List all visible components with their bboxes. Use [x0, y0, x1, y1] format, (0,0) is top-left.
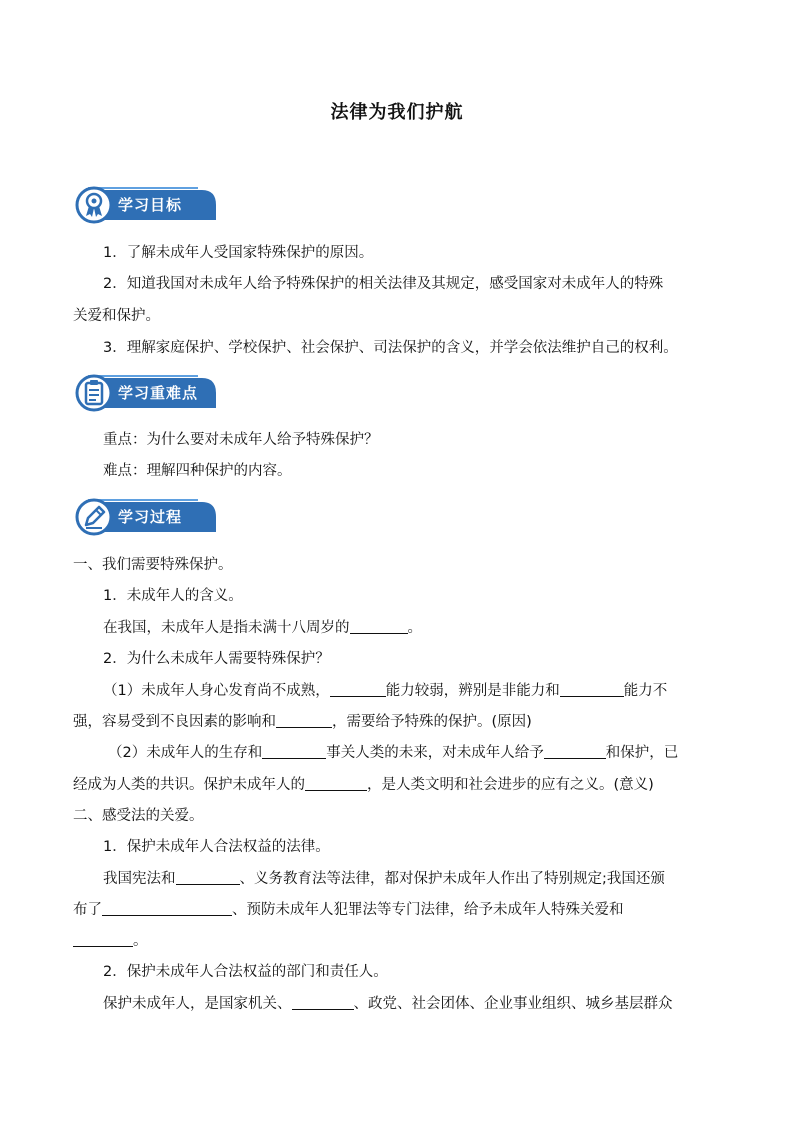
section-label-goals: 学习目标: [118, 196, 183, 214]
text-segment: 事关人类的未来，对未成年人给予: [326, 745, 544, 761]
text-segment: ，是人类文明和社会进步的应有之义。(意义): [367, 777, 654, 793]
reason-para-1: [103, 681, 667, 701]
responsibility-text: [103, 994, 673, 1014]
law-text-2: [73, 900, 624, 920]
section-label-process: 学习过程: [118, 508, 183, 526]
fill-blank[interactable]: [262, 744, 326, 759]
text-segment: 、预防未成年人犯罪法等专门法律，给予未成年人特殊关爱和: [232, 902, 624, 918]
question-4: 2．保护未成年人合法权益的部门和责任人。: [103, 964, 388, 980]
text-segment: 。: [133, 933, 148, 949]
text-segment: 、政党、社会团体、企业事业组织、城乡基层群众: [353, 996, 673, 1012]
goal-item-1: 1．了解未成年人受国家特殊保护的原因。: [103, 245, 374, 261]
fill-blank[interactable]: [544, 744, 606, 759]
fill-blank[interactable]: [73, 932, 133, 947]
page-title: 法律为我们护航: [330, 102, 464, 123]
section-header-goals: [74, 186, 216, 224]
reason-para-2: [108, 743, 678, 763]
goal-item-3: 3．理解家庭保护、学校保护、社会保护、司法保护的含义，并学会依法维护自己的权利。: [103, 340, 678, 356]
text-segment: ，需要给予特殊的保护。(原因): [332, 714, 532, 730]
section-header-process: [74, 498, 216, 536]
section-label-key-points: 学习重难点: [118, 384, 199, 402]
fill-blank[interactable]: [292, 995, 354, 1010]
text-segment: 能力较弱，辨别是非能力和: [385, 683, 560, 699]
law-text-1: [103, 869, 665, 889]
fill-blank[interactable]: [102, 901, 232, 916]
text-segment: （1）未成年人身心发育尚不成熟，: [103, 683, 330, 699]
text-segment: 布了: [73, 902, 102, 918]
text-segment: 和保护，已: [605, 745, 679, 761]
fill-blank[interactable]: [276, 713, 332, 728]
text-segment: 能力不: [623, 683, 668, 699]
text-segment: 在我国，未成年人是指未满十八周岁的: [103, 620, 350, 636]
text-segment: 我国宪法和: [103, 871, 176, 887]
text-segment: 、义务教育法等法律，都对保护未成年人作出了特别规定;我国还颁: [239, 871, 665, 887]
key-point-focus: 重点：为什么要对未成年人给予特殊保护？: [103, 432, 379, 448]
law-text-3: [73, 931, 148, 951]
question-1: 1．未成年人的含义。: [103, 588, 243, 604]
key-point-difficulty: 难点：理解四种保护的内容。: [103, 463, 292, 479]
fill-blank[interactable]: [350, 619, 408, 634]
goal-item-2: 2．知道我国对未成年人给予特殊保护的相关法律及其规定，感受国家对未成年人的特殊: [103, 276, 664, 292]
part1-heading: 一、我们需要特殊保护。: [73, 557, 233, 573]
section-header-key-points: [74, 374, 216, 412]
goal-item-2-cont: 关爱和保护。: [73, 308, 160, 324]
text-segment: 强，容易受到不良因素的影响和: [73, 714, 276, 730]
question-1-text: [103, 618, 422, 638]
part2-heading: 二、感受法的关爱。: [73, 808, 204, 824]
text-segment: 保护未成年人，是国家机关、: [103, 996, 292, 1012]
reason-para-2-cont: [73, 775, 654, 795]
question-2: 2．为什么未成年人需要特殊保护？: [103, 651, 330, 667]
text-segment: （2）未成年人的生存和: [108, 745, 263, 761]
text-segment: 经成为人类的共识。保护未成年人的: [73, 777, 305, 793]
reason-para-1-cont: [73, 712, 532, 732]
question-3: 1．保护未成年人合法权益的法律。: [103, 839, 330, 855]
text-segment: 。: [407, 620, 422, 636]
fill-blank[interactable]: [176, 870, 240, 885]
fill-blank[interactable]: [330, 682, 386, 697]
fill-blank[interactable]: [305, 776, 367, 791]
fill-blank[interactable]: [560, 682, 624, 697]
